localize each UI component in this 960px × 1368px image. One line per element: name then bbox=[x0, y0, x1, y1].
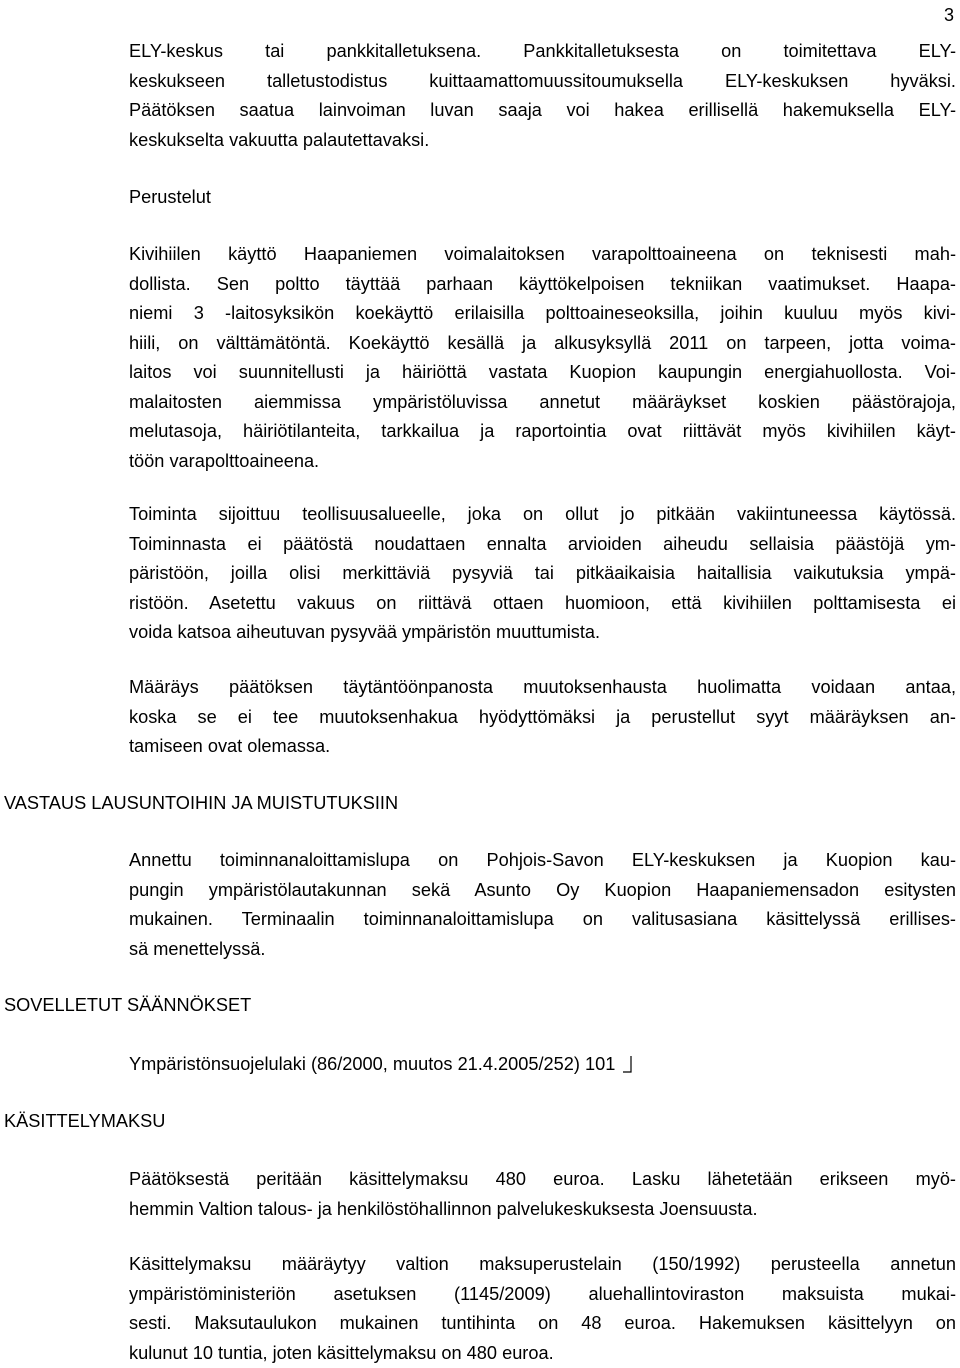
text-line: voida katsoa aiheutuvan pysyvää ympäristön muuttumista. bbox=[129, 618, 956, 648]
text-line: ELY-keskus tai pankkitalletuksena. Pankkitalletuksesta on toimitettava ELY- bbox=[129, 37, 956, 67]
text-line: hemmin Valtion talous- ja henkilöstöhallinnon palvelukeskuksesta Joensuusta. bbox=[129, 1195, 956, 1225]
text-line: niemi 3 -laitosyksikön koekäyttö erilaisilla polttoaineseoksilla, joihin kuuluu myös kivi- bbox=[129, 299, 956, 329]
text-line: mukainen. Terminaalin toiminnanaloittamislupa on valitusasiana käsittelyssä erillises- bbox=[129, 905, 956, 935]
intro-paragraph bbox=[129, 37, 956, 155]
text-line: tamiseen ovat olemassa. bbox=[129, 732, 956, 762]
vastaus-heading: VASTAUS LAUSUNTOIHIN JA MUISTUTUKSIIN bbox=[4, 789, 398, 817]
text-line: sä menettelyssä. bbox=[129, 935, 956, 965]
section-mark-icon bbox=[621, 1054, 633, 1074]
text-line: ympäristöministeriön asetuksen (1145/2009) aluehallintoviraston maksuista mukai- bbox=[129, 1280, 956, 1310]
text-line: töön varapolttoaineena. bbox=[129, 447, 956, 477]
text-line: Määräys päätöksen täytäntöönpanosta muutoksenhausta huolimatta voidaan antaa, bbox=[129, 673, 956, 703]
text-line: kulunut 10 tuntia, joten käsittelymaksu on 480 euroa. bbox=[129, 1339, 956, 1368]
text-line: ristöön. Asetettu vakuus on riittävä ottaen huomioon, että kivihiilen polttamisesta ei bbox=[129, 589, 956, 619]
text-line: koska se ei tee muutoksenhakua hyödyttömäksi ja perustellut syyt määräyksen an- bbox=[129, 703, 956, 733]
law-reference: Ympäristönsuojelulaki (86/2000, muutos 21.4.2005/252) 101 bbox=[129, 1054, 615, 1074]
kasittelymaksu-heading: KÄSITTELYMAKSU bbox=[4, 1107, 165, 1135]
kasittelymaksu-paragraph-1 bbox=[129, 1165, 956, 1224]
text-line: pungin ympäristölautakunnan sekä Asunto Oy Kuopion Haapaniemensadon esitysten bbox=[129, 876, 956, 906]
perustelut-label: Perustelut bbox=[129, 183, 211, 212]
text-line: Annettu toiminnanaloittamislupa on Pohjois-Savon ELY-keskuksen ja Kuopion kau- bbox=[129, 846, 956, 876]
text-line: sesti. Maksutaulukon mukainen tuntihinta on 48 euroa. Hakemuksen käsittelyyn on bbox=[129, 1309, 956, 1339]
text-line: hiili, on välttämätöntä. Koekäyttö kesällä ja alkusyksyllä 2011 on tarpeen, jotta voima- bbox=[129, 329, 956, 359]
perustelut-paragraph-3 bbox=[129, 673, 956, 762]
text-line: Toiminta sijoittuu teollisuusalueelle, joka on ollut jo pitkään vakiintuneessa käytössä. bbox=[129, 500, 956, 530]
text-line: malaitosten aiemmissa ympäristöluvissa annetut määräykset koskien päästörajoja, bbox=[129, 388, 956, 418]
law-reference-line bbox=[129, 1050, 633, 1079]
text-line: keskukselta vakuutta palautettavaksi. bbox=[129, 126, 956, 156]
text-line: melutasoja, häiriötilanteita, tarkkailua ja raportointia ovat riittävät myös kivihiilen käyt- bbox=[129, 417, 956, 447]
perustelut-paragraph-2 bbox=[129, 500, 956, 648]
text-line: dollista. Sen poltto täyttää parhaan käyttökelpoisen tekniikan vaatimukset. Haapa- bbox=[129, 270, 956, 300]
vastaus-paragraph bbox=[129, 846, 956, 964]
text-line: laitos voi suunnitellusti ja häiriöttä vastata Kuopion kaupungin energiahuollosta. Voi- bbox=[129, 358, 956, 388]
text-line: Kivihiilen käyttö Haapaniemen voimalaitoksen varapolttoaineena on teknisesti mah- bbox=[129, 240, 956, 270]
text-line: Toiminnasta ei päätöstä noudattaen ennalta arvioiden aiheudu sellaisia päästöjä ym- bbox=[129, 530, 956, 560]
text-line: päristöön, joilla olisi merkittäviä pysyviä tai pitkäaikaisia haitallisia vaikutuksia ympä- bbox=[129, 559, 956, 589]
text-line: keskukseen talletustodistus kuittaamattomuussitoumuksella ELY-keskuksen hyväksi. bbox=[129, 67, 956, 97]
sovelletut-heading: SOVELLETUT SÄÄNNÖKSET bbox=[4, 991, 251, 1019]
perustelut-paragraph-1 bbox=[129, 240, 956, 476]
text-line: Päätöksen saatua lainvoiman luvan saaja voi hakea erillisellä hakemuksella ELY- bbox=[129, 96, 956, 126]
kasittelymaksu-paragraph-2 bbox=[129, 1250, 956, 1368]
page-number: 3 bbox=[944, 2, 954, 28]
text-line: Päätöksestä peritään käsittelymaksu 480 euroa. Lasku lähetetään erikseen myö- bbox=[129, 1165, 956, 1195]
text-line: Käsittelymaksu määräytyy valtion maksuperustelain (150/1992) perusteella annetun bbox=[129, 1250, 956, 1280]
